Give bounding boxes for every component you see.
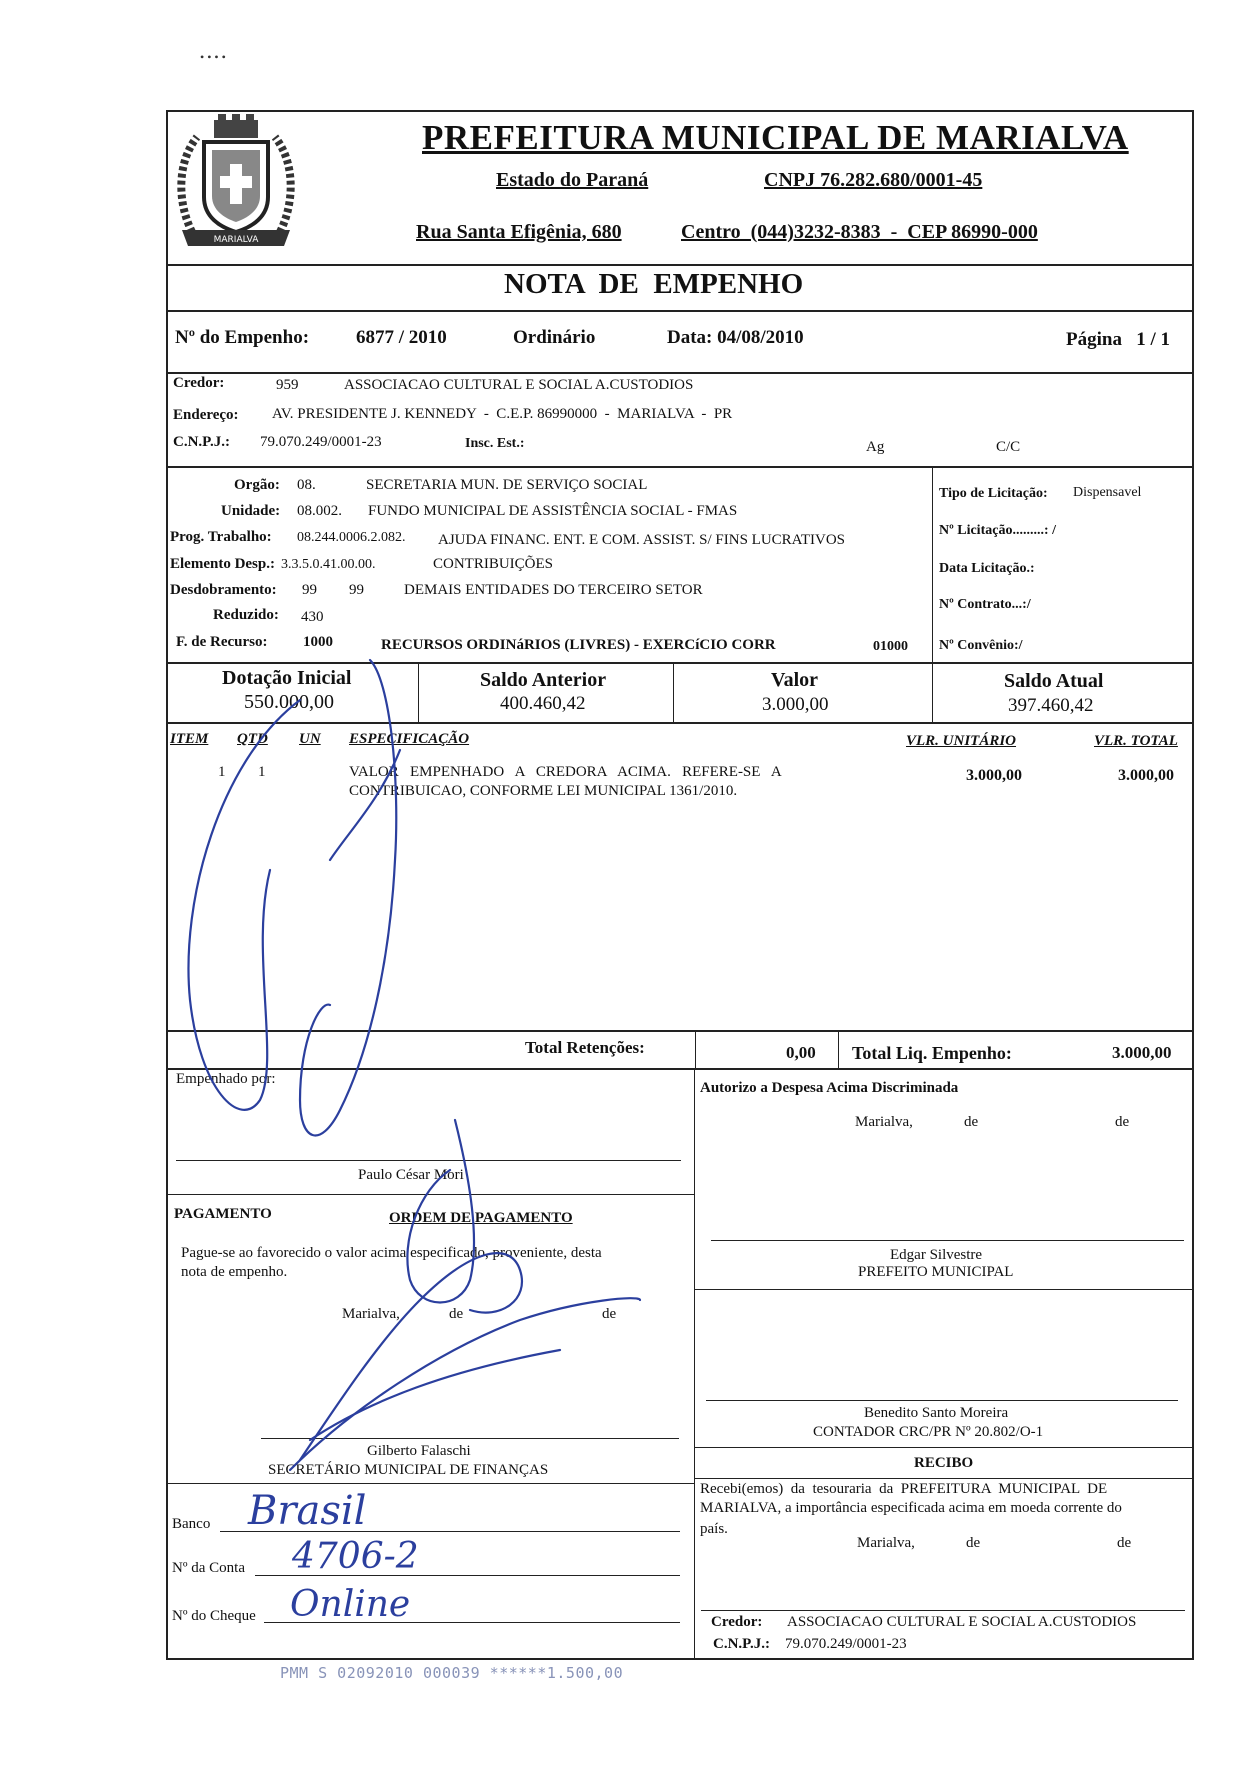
liquido-value: 3.000,00: [1112, 1043, 1172, 1062]
prefeito-name: Edgar Silvestre: [890, 1247, 983, 1263]
desdobramento-name: DEMAIS ENTIDADES DO TERCEIRO SETOR: [404, 582, 703, 598]
col-qtd: QTD: [237, 731, 268, 747]
creditor-name: ASSOCIACAO CULTURAL E SOCIAL A.CUSTODIOS: [344, 377, 694, 393]
liquido-label: Total Liq. Empenho:: [852, 1043, 1012, 1063]
pagamento-de2: de: [602, 1306, 617, 1322]
recurso-code: 1000: [303, 634, 333, 650]
recurso-code2: 01000: [873, 639, 908, 654]
svg-text:MARIALVA: MARIALVA: [213, 235, 259, 245]
cheque-label: Nº do Cheque: [172, 1608, 256, 1624]
reduzido-label: Reduzido:: [213, 607, 279, 623]
prefeito-title: PREFEITO MUNICIPAL: [858, 1264, 1014, 1280]
recibo-credor-name: ASSOCIACAO CULTURAL E SOCIAL A.CUSTODIOS: [787, 1614, 1137, 1630]
col-unit: VLR. UNITÁRIO: [906, 733, 1017, 749]
pagamento-text-line2: nota de empenho.: [181, 1264, 288, 1280]
col-espec: ESPECIFICAÇÃO: [349, 731, 470, 747]
cnpj-label: C.N.P.J.:: [173, 434, 230, 450]
insc-label: Insc. Est.:: [465, 436, 525, 451]
recurso-label: F. de Recurso:: [176, 634, 268, 650]
convenio-number: Nº Convênio:/: [939, 638, 1023, 653]
col-un: UN: [299, 731, 321, 747]
scan-marks: • • • •: [200, 50, 226, 64]
creditor-cnpj: 79.070.249/0001-23: [260, 434, 382, 450]
col-item: ITEM: [170, 731, 209, 747]
empenhado-name: Paulo César Mori: [358, 1167, 464, 1183]
unidade-name: FUNDO MUNICIPAL DE ASSISTÊNCIA SOCIAL - FMAS: [368, 503, 738, 519]
saldo-atual-value: 397.460,42: [1008, 695, 1094, 716]
contador-name: Benedito Santo Moreira: [864, 1405, 1009, 1421]
desdobramento-label: Desdobramento:: [170, 582, 277, 598]
document-title: NOTA DE EMPENHO: [504, 268, 804, 300]
secretario-title: SECRETÁRIO MUNICIPAL DE FINANÇAS: [268, 1462, 549, 1478]
empenho-type: Ordinário: [513, 327, 596, 348]
dotacao-value: 550.000,00: [244, 691, 334, 713]
dotacao-label: Dotação Inicial: [222, 667, 352, 689]
unidade-label: Unidade:: [221, 503, 281, 519]
elemento-code: 3.3.5.0.41.00.00.: [281, 557, 376, 572]
orgao-name: SECRETARIA MUN. DE SERVIÇO SOCIAL: [366, 477, 648, 493]
recibo-de2: de: [1117, 1535, 1132, 1551]
licitacao-type: Dispensavel: [1073, 485, 1142, 500]
header-contact: Centro (044)3232-8383 - CEP 86990-000: [681, 221, 1038, 243]
banco-handwritten: Brasil: [248, 1488, 367, 1534]
empenho-number-label: Nº do Empenho:: [175, 327, 310, 348]
state-name: Estado do Paraná: [496, 169, 649, 191]
contador-title: CONTADOR CRC/PR Nº 20.802/O-1: [813, 1424, 1044, 1440]
orgao-code: 08.: [297, 477, 316, 493]
creditor-address: AV. PRESIDENTE J. KENNEDY - C.E.P. 86990000 - MARIALVA - PR: [272, 406, 733, 422]
municipality-title: PREFEITURA MUNICIPAL DE MARIALVA: [422, 118, 1129, 157]
licitacao-type-label: Tipo de Licitação:: [939, 486, 1048, 501]
program-name: AJUDA FINANC. ENT. E COM. ASSIST. S/ FINS LUCRATIVOS: [438, 532, 845, 548]
table-row-qtd: 1: [258, 764, 266, 780]
bank-stamp: PMM S 02092010 000039 ******1.500,00: [280, 1664, 624, 1682]
desdobramento-code2: 99: [349, 582, 364, 598]
col-total: VLR. TOTAL: [1094, 733, 1178, 749]
retencoes-value: 0,00: [786, 1043, 816, 1062]
table-row-spec-line2: CONTRIBUICAO, CONFORME LEI MUNICIPAL 1361/2010.: [349, 783, 738, 799]
recibo-de1: de: [966, 1535, 981, 1551]
desdobramento-code1: 99: [302, 582, 317, 598]
program-label: Prog. Trabalho:: [170, 529, 272, 545]
recibo-text-line3: país.: [700, 1521, 728, 1537]
recibo-text-line2: MARIALVA, a importância especificada acima em moeda corrente do: [700, 1500, 1122, 1516]
autorizo-de1: de: [964, 1114, 979, 1130]
recibo-title: RECIBO: [914, 1455, 974, 1471]
recibo-text-line1: Recebi(emos) da tesouraria da PREFEITURA MUNICIPAL DE: [700, 1481, 1108, 1497]
licitacao-date: Data Licitação.:: [939, 561, 1035, 576]
empenho-date: Data: 04/08/2010: [667, 327, 804, 348]
saldo-anterior-label: Saldo Anterior: [480, 669, 607, 691]
conta-handwritten: 4706-2: [292, 1536, 419, 1577]
page-number: Página 1 / 1: [1066, 329, 1170, 350]
program-code: 08.244.0006.2.082.: [297, 530, 406, 545]
retencoes-label: Total Retenções:: [525, 1038, 645, 1057]
recibo-credor-label: Credor:: [711, 1614, 763, 1630]
recibo-cnpj: 79.070.249/0001-23: [785, 1636, 907, 1652]
empenho-number: 6877 / 2010: [356, 327, 447, 348]
elemento-label: Elemento Desp.:: [170, 556, 275, 572]
table-row-unit: 3.000,00: [966, 767, 1022, 784]
creditor-code: 959: [276, 377, 299, 393]
autorizo-place: Marialva,: [855, 1114, 913, 1130]
saldo-atual-label: Saldo Atual: [1004, 670, 1104, 692]
autorizo-label: Autorizo a Despesa Acima Discriminada: [700, 1080, 959, 1096]
pagamento-label: PAGAMENTO: [174, 1206, 272, 1222]
autorizo-de2: de: [1115, 1114, 1130, 1130]
reduzido-value: 430: [301, 609, 324, 625]
cheque-handwritten: Online: [290, 1584, 411, 1625]
empenhado-label: Empenhado por:: [176, 1071, 276, 1087]
pagamento-text-line1: Pague-se ao favorecido o valor acima especificado, proveniente, desta: [181, 1245, 602, 1261]
header-cnpj: CNPJ 76.282.680/0001-45: [764, 169, 983, 191]
account-label: C/C: [996, 439, 1021, 455]
address-label: Endereço:: [173, 407, 239, 423]
creditor-label: Credor:: [173, 375, 225, 391]
recibo-cnpj-label: C.N.P.J.:: [713, 1636, 770, 1652]
valor-value: 3.000,00: [762, 694, 829, 715]
secretario-name: Gilberto Falaschi: [367, 1443, 471, 1459]
recibo-place: Marialva,: [857, 1535, 915, 1551]
elemento-name: CONTRIBUIÇÕES: [433, 556, 554, 572]
banco-label: Banco: [172, 1516, 211, 1532]
licitacao-number: Nº Licitação.........: /: [939, 523, 1056, 538]
table-row-item: 1: [218, 764, 226, 780]
pagamento-de1: de: [449, 1306, 464, 1322]
table-row-total: 3.000,00: [1118, 767, 1174, 784]
agency-label: Ag: [866, 439, 885, 455]
header-street: Rua Santa Efigênia, 680: [416, 221, 622, 243]
conta-label: Nº da Conta: [172, 1560, 245, 1576]
unidade-code: 08.002.: [297, 503, 342, 519]
pagamento-place: Marialva,: [342, 1306, 400, 1322]
orgao-label: Orgão:: [234, 477, 280, 493]
table-row-spec-line1: VALOR EMPENHADO A CREDORA ACIMA. REFERE-SE A: [349, 764, 782, 780]
contract-number: Nº Contrato...:/: [939, 597, 1031, 612]
saldo-anterior-value: 400.460,42: [500, 693, 586, 714]
recurso-name: RECURSOS ORDINáRIOS (LIVRES) - EXERCíCIO CORR: [381, 637, 776, 653]
ordem-pagamento-title: ORDEM DE PAGAMENTO: [389, 1210, 573, 1226]
valor-label: Valor: [771, 669, 819, 691]
